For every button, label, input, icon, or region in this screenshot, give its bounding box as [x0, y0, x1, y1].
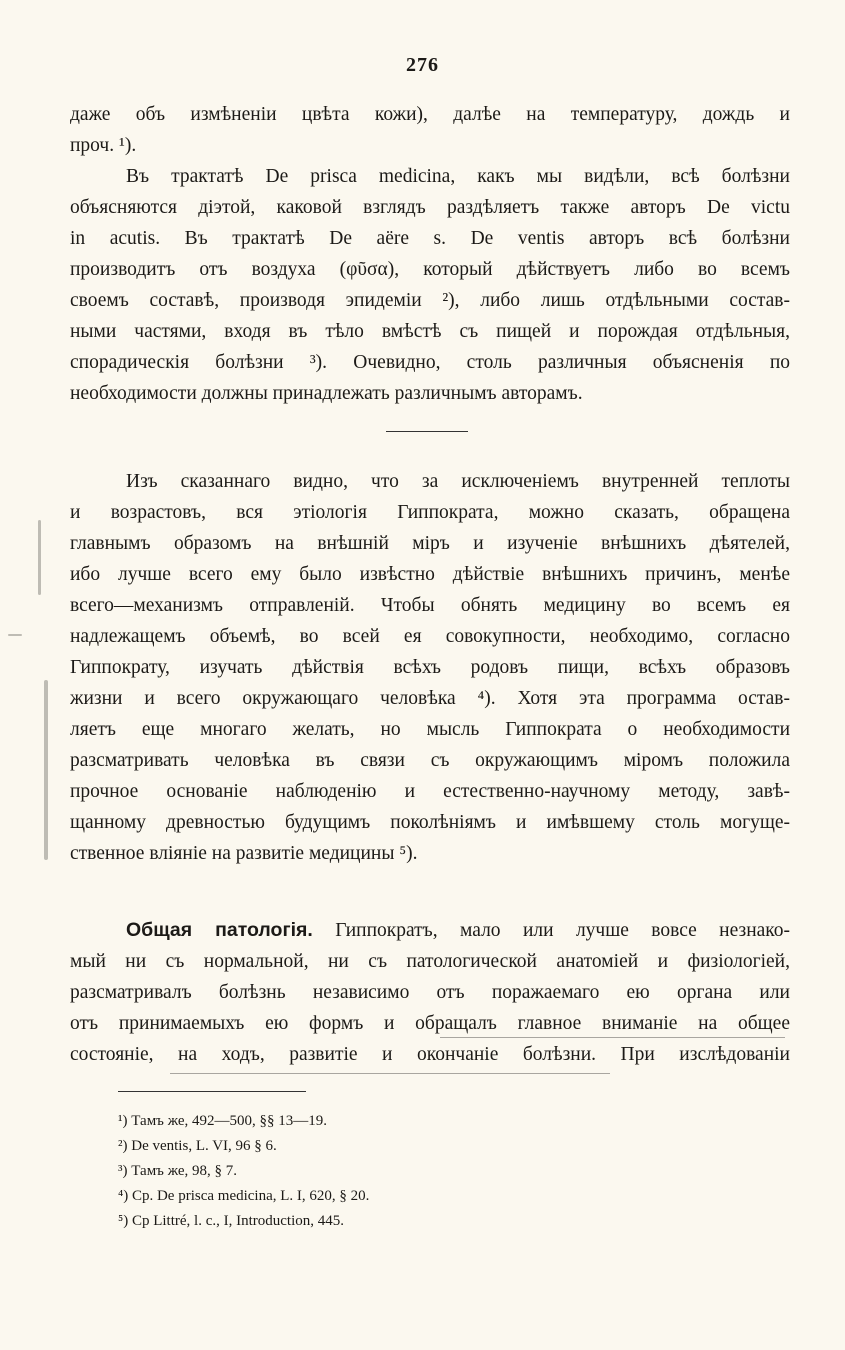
text-line: жизни и всего окружающаго человѣка ⁴). Хотя эта программа остав- — [70, 688, 790, 709]
pencil-margin-mark — [8, 634, 22, 636]
text-line: производитъ отъ воздуха (φῦσα), который дѣйствуетъ либо во всемъ — [70, 259, 790, 280]
text-line: ными частями, входя въ тѣло вмѣстѣ съ пищей и порождая отдѣльныя, — [70, 321, 790, 342]
text-line: отъ принимаемыхъ ею формъ и обращалъ главное вниманіе на общее — [70, 1013, 790, 1034]
text-line: Гиппократу, изучать дѣйствія всѣхъ родовъ пищи, всѣхъ образовъ — [70, 657, 790, 678]
page-number: 276 — [406, 54, 439, 76]
text-line: Изъ сказаннаго видно, что за исключеніемъ внутренней теплоты — [126, 471, 790, 492]
text-line: всего—механизмъ отправленій. Чтобы обнять медицину во всемъ ея — [70, 595, 790, 616]
text-line: главнымъ образомъ на внѣшній міръ и изученіе внѣшнихъ дѣятелей, — [70, 533, 790, 554]
footnote-rule — [118, 1091, 306, 1092]
text-line: необходимости должны принадлежать различнымъ авторамъ. — [70, 383, 583, 404]
text-line: состояніе, на ходъ, развитіе и окончаніе болѣзни. При изслѣдованіи — [70, 1044, 790, 1065]
footnote: ¹) Тамъ же, 492—500, §§ 13—19. — [118, 1113, 328, 1129]
text-line: щанному древностью будущимъ поколѣніямъ и имѣвшему столь могуще- — [70, 812, 790, 833]
paragraph-external-world — [70, 466, 790, 869]
text-line: Въ трактатѣ De prisca medicina, какъ мы видѣли, всѣ болѣзни — [126, 166, 790, 187]
text-line: надлежащемъ объемѣ, во всей ея совокупности, необходимо, согласно — [70, 626, 790, 647]
text-line: мый ни съ нормальной, ни съ патологической анатоміей и физіологіей, — [70, 951, 790, 972]
text-line: проч. ¹). — [70, 135, 137, 156]
text-line: даже объ измѣненіи цвѣта кожи), далѣе на температуру, дождь и — [70, 104, 790, 125]
paragraph-etiology-treatises — [70, 99, 790, 409]
text-line-rest: Гиппократъ, мало или лучше вовсе незнако- — [335, 920, 790, 941]
footnote: ²) De ventis, L. VI, 96 § 6. — [118, 1138, 277, 1154]
text-line: объясняются діэтой, каковой взглядъ раздѣляетъ также авторъ De victu — [70, 197, 790, 218]
section-heading: Общая патологія. — [126, 919, 313, 941]
text-line: своемъ составѣ, производя эпидеміи ²), либо лишь отдѣльными состав- — [70, 290, 790, 311]
text-line — [70, 915, 790, 946]
section-separator-rule — [386, 431, 468, 432]
pencil-underline-mark — [170, 1073, 610, 1074]
text-line: in acutis. Въ трактатѣ De aëre s. De ventis авторъ всѣ болѣзни — [70, 228, 790, 249]
text-line: разсматривалъ болѣзнь независимо отъ поражаемаго ею органа или — [70, 982, 790, 1003]
paragraph-general-pathology — [70, 915, 790, 1070]
footnote: ³) Тамъ же, 98, § 7. — [118, 1163, 238, 1179]
text-line: спорадическія болѣзни ³). Очевидно, столь различныя объясненія по — [70, 352, 790, 373]
text-line: ляетъ еще многаго желать, но мысль Гиппократа о необходимости — [70, 719, 790, 740]
pencil-margin-mark — [38, 520, 41, 595]
text-line: ибо лучше всего ему было извѣстно дѣйствіе внѣшнихъ причинъ, менѣе — [70, 564, 790, 585]
text-line: прочное основаніе наблюденію и естественно-научному методу, завѣ- — [70, 781, 790, 802]
footnote: ⁴) Ср. De prisca medicina, L. I, 620, § 20. — [118, 1188, 370, 1204]
text-line: ственное вліяніе на развитіе медицины ⁵). — [70, 843, 418, 864]
pencil-margin-mark — [44, 680, 48, 860]
text-line: разсматривать человѣка въ связи съ окружающимъ міромъ положила — [70, 750, 790, 771]
text-line: и возрастовъ, вся этіологія Гиппократа, можно сказать, обращена — [70, 502, 790, 523]
pencil-underline-mark — [440, 1037, 785, 1038]
footnote: ⁵) Ср Littré, l. c., I, Introduction, 445. — [118, 1213, 345, 1229]
